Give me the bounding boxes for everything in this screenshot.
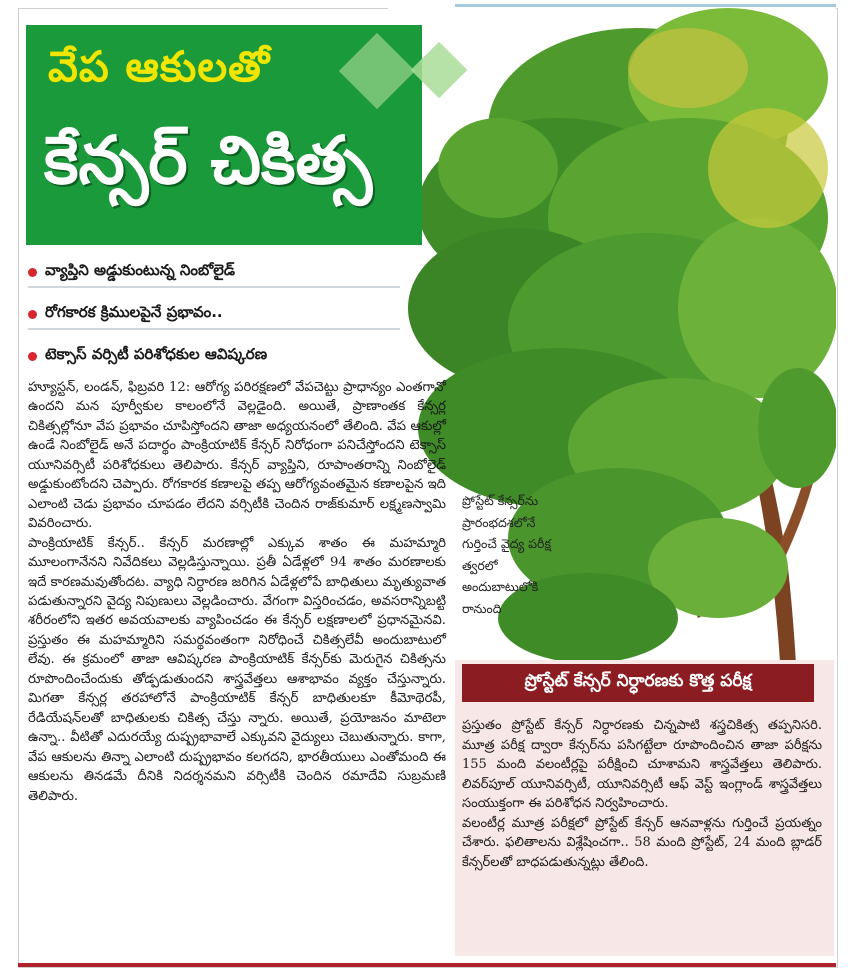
top-rule [455,4,836,7]
highlight-text: రోగకారక క్రిములపైనే ప్రభావం.. [45,303,223,321]
photo-caption: ప్రోస్టేట్ కేన్సర్‌ను ప్రారంభదశలోనే గుర్తించే వైద్య పరీక్ష త్వరలో అందుబాటులోకి రానుంది [462,493,551,616]
headline-line-1: వేప ఆకులతో [48,42,271,91]
sidebar-paragraph: ప్రస్తుతం ప్రోస్టేట్ కేన్సర్ నిర్ధారణకు చిన్నపాటి శస్త్రచికిత్స తప్పనిసరి. మూత్ర పరీక్ష ద్వారా కేన్సర్‌ను పసిగట్టేలా రూపొందించిన తాజా పరీక్షను 155 మంది వలంటీర్లపై పరీక్షించి చూశామని శాస్త్రవేత్తలు తెలిపారు. లివర్‌పూల్ యూనివర్సిటీ, యూనివర్సిటీ ఆఫ్ వెస్ట్ ఇంగ్లాండ్ శాస్త్రవేత్తలు సంయుక్తంగా ఈ పరిశోధన నిర్వహించారు. [462,718,822,812]
article-paragraph: పాంక్రియాటిక్ కేన్సర్.. కేన్సర్ మరణాల్లో ఎక్కువ శాతం ఈ మహమ్మారి మూలంగానేనని నివేదికలు వెల్లడిస్తున్నాయి. ప్రతీ ఏడేళ్లలో 94 శాతం మరణాలకు ఇదే కారణమవుతోందట. వ్యాధి నిర్ధారణ జరిగిన ఏడేళ్లలోపే బాధితులు మృత్యువాత పడుతున్నారని వైద్య నిపుణులు వెల్లడించారు. వేగంగా విస్తరించడం, అవసరాన్నిబట్టి శరీరంలోని ఇతర అవయవాలకు వ్యాపించడం ఈ కేన్సర్ లక్షణాలలో ప్రధానమైనవి. ప్రస్తుతం ఈ మహమ్మారిని సమర్థవంతంగా నిరోధించే చికిత్సలేవీ అందుబాటులో లేవు. ఈ క్రమంలో తాజా ఆవిష్కరణ పాంక్రియాటిక్ కేన్సర్‌కు మెరుగైన చికిత్సను రూపొందించేందుకు తోడ్పడుతుందని శాస్త్రవేత్తలు ఆశాభావం వ్యక్తం చేస్తున్నారు. మిగతా కేన్సర్ల తరహాలోనే పాంక్రియాటిక్ కేన్సర్ బాధితులకూ కీమోథెరపీ, రేడియేషన్‌లతో బాధితులకు చికిత్స చేస్తు న్నారు. అయితే, ప్రయోజనం మాటెలా ఉన్నా.. వీటితో ఎదురయ్యే దుష్ప్రభావాలే ఎక్కువని వైద్యులు చెబుతున్నారు. కాగా, వేప ఆకులను తిన్నా ఎలాంటి దుష్ప్రభావం కలగదని, భారతీయులు ఎంతోమంది ఈ ఆకులను తినడమే దీనికి నిదర్శనమని వర్సిటీకి చెందిన రమాదేవి సుబ్రమణి తెలిపారు. [28,535,446,804]
sidebar-body [462,716,822,872]
highlight-item [28,300,400,330]
headline-line-2: కేన్సర్ చికిత్స [44,122,373,199]
bullet-dot-icon [28,310,37,319]
highlights-list [28,258,400,382]
highlight-item [28,258,400,288]
highlight-text: టెక్సాస్ వర్సిటీ పరిశోధకుల ఆవిష్కరణ [45,345,268,363]
bullet-dot-icon [28,352,37,361]
highlight-text: వ్యాప్తిని అడ్డుకుంటున్న నింబోలైడ్ [45,261,236,279]
sidebar-title: ప్రోస్టేట్ కేన్సర్ నిర్ధారణకు కొత్త పరీక్ష [462,664,814,702]
bottom-rule [18,963,836,967]
sidebar-paragraph: వలంటీర్ల మూత్ర పరీక్షలో ప్రోస్టేట్ కేన్సర్ ఆనవాళ్లను గుర్తించే ప్రయత్నం చేశారు. ఫలితాలను విశ్లేషించగా.. 58 మంది ప్రోస్టేట్, 24 మంది బ్లాడర్ కేన్సర్‌లతో బాధపడుతున్నట్లు తేలింది. [462,815,822,870]
article-body [28,378,446,806]
article-paragraph: హ్యూస్టన్, లండన్, ఫిబ్రవరి 12: ఆరోగ్య పరిరక్షణలో వేపచెట్టు ప్రాధాన్యం ఎంతగానో ఉందని మన పూర్వీకుల కాలంలోనే వెల్లడైంది. అయితే, ప్రాణాంతక కేన్సర్ల చికిత్సల్లోనూ వేప ప్రభావం చూపిస్తోందని తాజా అధ్యయనంలో తేలింది. వేప ఆకుల్లో ఉండే నింబోలైడ్ అనే పదార్థం పాంక్రియాటిక్ కేన్సర్ నిరోధంగా పనిచేస్తోందని టెక్సాస్ యూనివర్సిటీ పరిశోధకులు తెలిపారు. కేన్సర్ వ్యాప్తిని, రూపాంతరాన్ని నింబోలైడ్ అడ్డుకుంటోందని చెప్పారు. రోగకారక కణాలపై తప్ప ఆరోగ్యవంతమైన కణాలపైన ఇది ఎలాంటి చెడు ప్రభావం చూపడం లేదని వర్సిటీకి చెందిన రాజ్‌కుమార్ లక్ష్మణస్వామి వివరించారు. [28,380,446,532]
highlight-item [28,342,400,370]
bullet-dot-icon [28,268,37,277]
